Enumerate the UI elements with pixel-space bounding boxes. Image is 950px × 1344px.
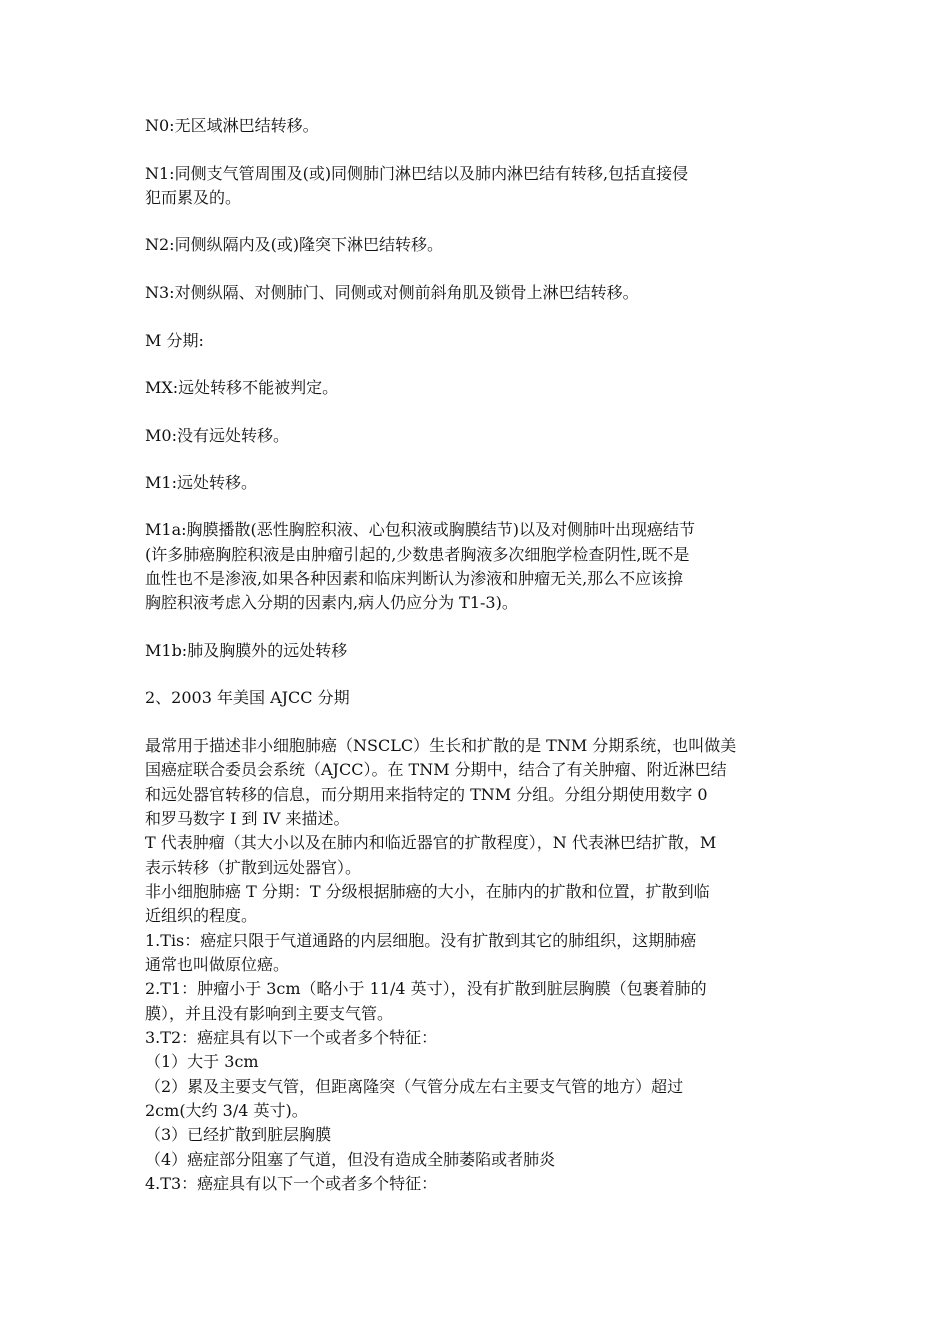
ajcc-line-17: （3）已经扩散到脏层胸膜 [145,1125,332,1144]
n1-paragraph-line-1: N1:同侧支气管周围及(或)同侧肺门淋巴结以及肺内淋巴结有转移,包括直接侵 [145,164,689,183]
m-stage-heading: M 分期: [145,331,204,350]
ajcc-line-13: 3.T2：癌症具有以下一个或者多个特征： [145,1028,438,1047]
ajcc-line-12: 膜），并且没有影响到主要支气管。 [145,1004,394,1023]
m0-paragraph: M0:没有远处转移。 [145,426,289,445]
ajcc-line-16: 2cm(大约 3/4 英寸)。 [145,1101,308,1120]
ajcc-line-14: （1）大于 3cm [145,1052,259,1071]
ajcc-section-heading: 2、2003 年美国 AJCC 分期 [145,688,350,707]
m1a-paragraph-line-3: 血性也不是渗液,如果各种因素和临床判断认为渗液和肿瘤无关,那么不应该揜 [145,569,684,588]
m1-paragraph: M1:远处转移。 [145,473,257,492]
ajcc-line-9: 1.Tis：癌症只限于气道通路的内层细胞。没有扩散到其它的肺组织，这期肺癌 [145,931,697,950]
n2-paragraph: N2:同侧纵隔内及(或)隆突下淋巴结转移。 [145,235,444,254]
ajcc-line-6: 表示转移（扩散到远处器官）。 [145,858,362,877]
m1b-paragraph: M1b:肺及胸膜外的远处转移 [145,641,348,660]
ajcc-line-3: 和远处器官转移的信息，而分期用来指特定的 TNM 分组。分组分期使用数字 0 [145,785,708,804]
ajcc-line-10: 通常也叫做原位癌。 [145,955,290,974]
n0-paragraph: N0:无区域淋巴结转移。 [145,116,319,135]
ajcc-line-11: 2.T1：肿瘤小于 3cm（略小于 11/4 英寸），没有扩散到脏层胸膜（包裹着肺的 [145,979,707,998]
ajcc-line-19: 4.T3：癌症具有以下一个或者多个特征： [145,1174,438,1193]
ajcc-line-7: 非小细胞肺癌 T 分期：T 分级根据肺癌的大小，在肺内的扩散和位置，扩散到临 [145,882,710,901]
ajcc-line-1: 最常用于描述非小细胞肺癌（NSCLC）生长和扩散的是 TNM 分期系统，也叫做美 [145,736,737,755]
m1a-paragraph-line-2: (许多肺癌胸腔积液是由肿瘤引起的,少数患者胸液多次细胞学检查阴性,既不是 [145,545,690,564]
n3-paragraph: N3:对侧纵隔、对侧肺门、同侧或对侧前斜角肌及锁骨上淋巴结转移。 [145,283,639,302]
ajcc-line-15: （2）累及主要支气管，但距离隆突（气管分成左右主要支气管的地方）超过 [145,1077,684,1096]
ajcc-line-18: （4）癌症部分阻塞了气道，但没有造成全肺萎陷或者肺炎 [145,1150,556,1169]
mx-paragraph: MX:远处转移不能被判定。 [145,378,339,397]
n1-paragraph-line-2: 犯而累及的。 [145,188,242,207]
ajcc-line-8: 近组织的程度。 [145,906,258,925]
m1a-paragraph-line-1: M1a:胸膜播散(恶性胸腔积液、心包积液或胸膜结节)以及对侧肺叶出现癌结节 [145,520,695,539]
ajcc-line-2: 国癌症联合委员会系统（AJCC）。在 TNM 分期中，结合了有关肿瘤、附近淋巴结 [145,760,727,779]
ajcc-line-4: 和罗马数字 I 到 IV 来描述。 [145,809,350,828]
ajcc-line-5: T 代表肿瘤（其大小以及在肺内和临近器官的扩散程度），N 代表淋巴结扩散，M [145,833,717,852]
m1a-paragraph-line-4: 胸腔积液考虑入分期的因素内,病人仍应分为 T1-3)。 [145,593,518,612]
